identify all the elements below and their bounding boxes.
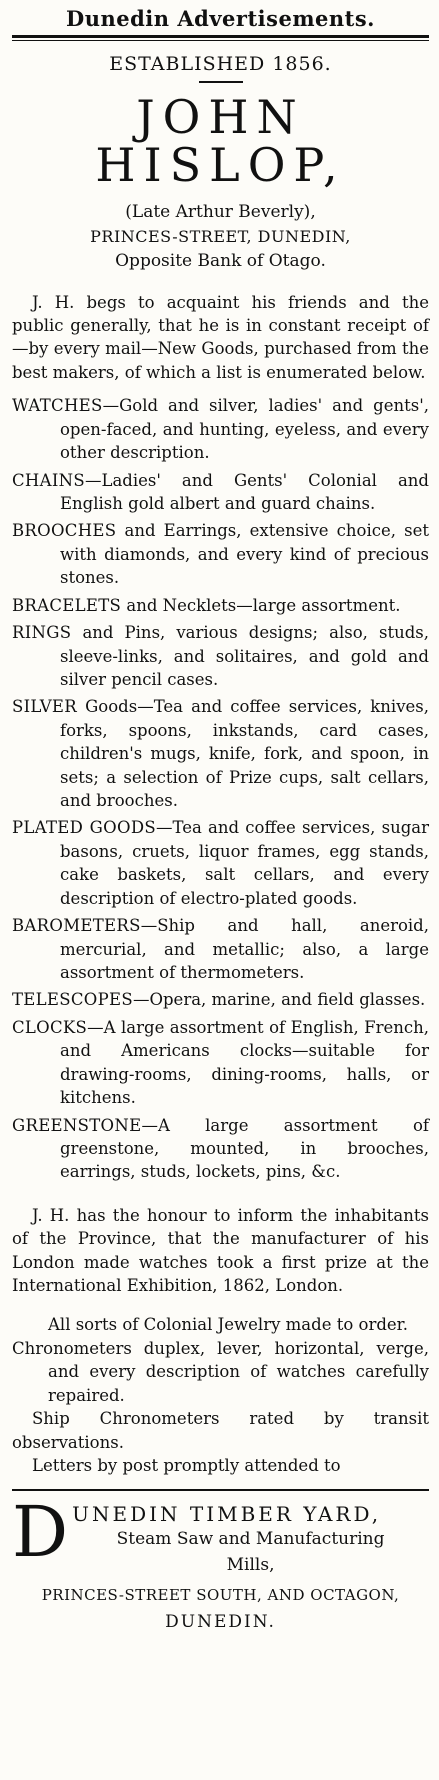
goods-list [12,394,429,1184]
timber-yard-title: UNEDIN TIMBER YARD, [72,1502,382,1527]
colonial-jewelry-note: All sorts of Colonial Jewelry made to order. [48,1315,408,1335]
advertiser-name: JOHN HISLOP, [95,90,346,193]
opposite-line: Opposite Bank of Otago. [115,251,326,272]
masthead-title: Dunedin Advertisements. [66,6,375,31]
timber-yard-advertisement [12,1491,429,1633]
goods-item-chains: CHAINS—Ladies' and Gents' Colonial and English gold albert and guard chains. [12,470,429,513]
hislop-advertisement [12,53,429,1477]
section-rule [12,1489,429,1491]
street-line: PRINCES-STREET, DUNEDIN, [90,227,351,247]
chronometers-note: Chronometers duplex, lever, horizontal, verge, and every description of watches carefully repaired. [12,1338,429,1405]
honour-paragraph: J. H. has the honour to inform the inhabitants of the Province, that the manufacturer of his London made watches took a first prize at the International Exhibition, 1862, London. [12,1205,429,1296]
goods-item-rings: RINGS and Pins, various designs; also, studs, sleeve-links, and solitaires, and gold and silver pencil cases. [12,623,429,689]
timber-yard-heading [12,1491,429,1578]
timber-yard-city: DUNEDIN. [165,1612,276,1633]
timber-yard-address: PRINCES-STREET SOUTH, AND OCTAGON, [41,1586,400,1605]
established-line: ESTABLISHED 1856. [109,53,332,75]
drop-cap: D [12,1491,69,1574]
goods-item-silver: SILVER Goods—Tea and coffee services, knives, forks, spoons, inkstands, card cases, children's mugs, knife, fork, and spoon, in sets; a selection of Prize cups, salt cellars, and brooches. [12,697,429,811]
goods-item-bracelets: BRACELETS and Necklets—large assortment. [12,595,401,615]
short-rule [199,81,243,83]
goods-item-watches: WATCHES—Gold and silver, ladies' and gents', open-faced, and hunting, eyeless, and every other description. [12,396,429,463]
goods-item-brooches: BROOCHES and Earrings, extensive choice, set with diamonds, and every kind of precious stones. [12,521,429,588]
goods-item-greenstone: GREENSTONE—A large assortment of greenstone, mounted, in brooches, earrings, studs, lockets, pins, &c. [12,1115,429,1182]
mills-line-1: Steam Saw and Manufacturing [116,1529,385,1550]
masthead-rule [12,35,429,41]
late-line: (Late Arthur Beverly), [125,201,316,222]
goods-item-telescopes: TELESCOPES—Opera, marine, and field glasses. [12,990,426,1010]
goods-item-clocks: CLOCKS—A large assortment of English, French, and Americans clocks—suitable for drawing-rooms, dining-rooms, halls, or kitchens. [12,1017,429,1108]
goods-item-barometers: BAROMETERS—Ship and hall, aneroid, mercurial, and metallic; also, a large assortment of thermometers. [12,916,429,982]
mills-line-2: Mills, [226,1554,275,1575]
goods-item-plated: PLATED GOODS—Tea and coffee services, sugar basons, cruets, liquor frames, egg stands, cake baskets, salt cellars, and every description of electro-plated goods. [12,818,430,908]
letters-note: Letters by post promptly attended to [32,1456,341,1475]
ship-chronometers-note: Ship Chronometers rated by transit observations. [12,1409,429,1452]
intro-paragraph: J. H. begs to acquaint his friends and the public generally, that he is in constant receipt of—by every mail—New Goods, purchased from the best makers, of which a list is enumerated below. [12,292,429,382]
